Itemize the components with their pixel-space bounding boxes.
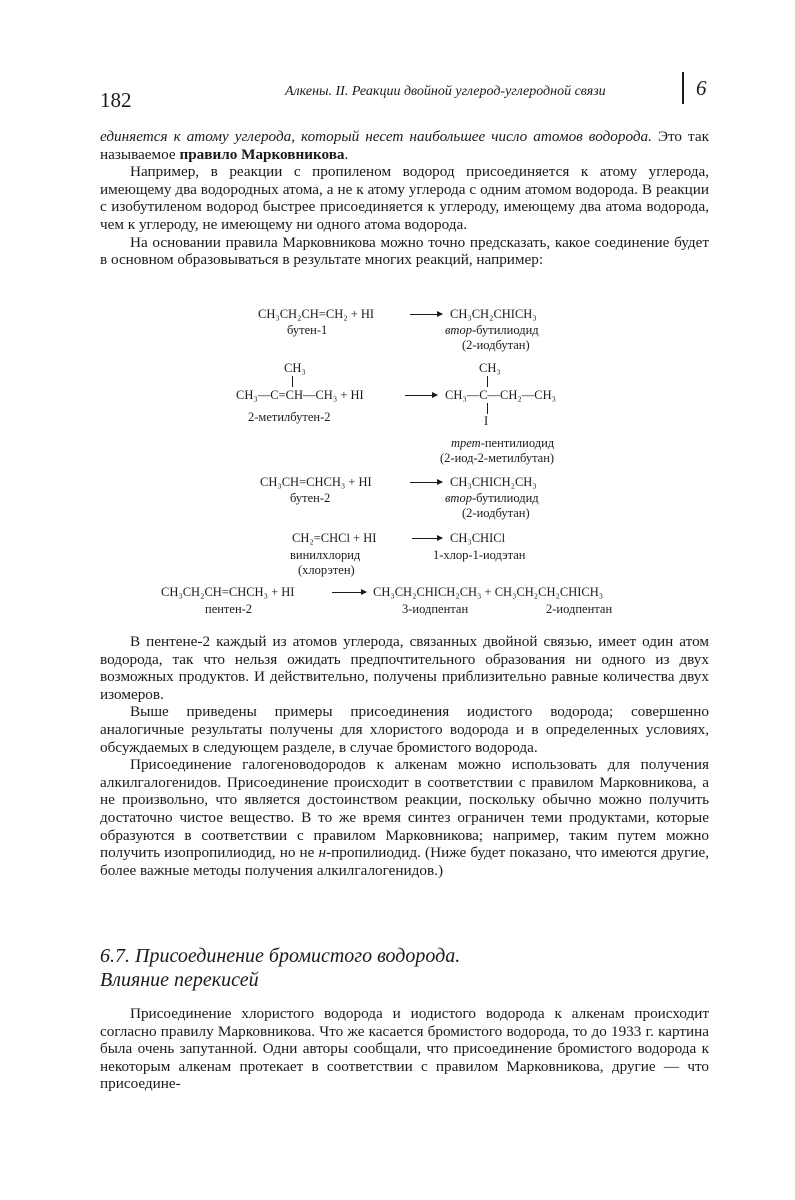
paragraph-7: Присоединение хлористого водорода и иодистого водорода к алкенам происходит согласно правилу Марковникова. Что же касается бромистого водорода, то до 1933 г. картина была очень запутанной. Одни авторы сообщали, что присоединение бромистого водорода к некоторым алкенам протекает в соответствии с правилом Марковникова, другие — что присоедине- bbox=[100, 1005, 709, 1093]
r3-arrow bbox=[410, 482, 442, 483]
r4-reactant-alt: (хлорэтен) bbox=[298, 563, 355, 577]
r5-reactant-name: пентен-2 bbox=[205, 602, 253, 616]
r2-reactants: CH₃—C=CH—CH₃ + HI bbox=[236, 388, 364, 402]
r4-product-name: 1-хлор-1-иодэтан bbox=[433, 548, 526, 562]
r1-reactant-name: бутен-1 bbox=[287, 323, 328, 337]
r1-product-alt: (2-иодбутан) bbox=[462, 338, 530, 352]
paragraph-6 bbox=[100, 756, 709, 879]
r2-arrow bbox=[405, 395, 437, 396]
rule-italic: единяется к атому углерода, который несет наибольшее число атомов водорода. bbox=[100, 128, 652, 145]
r3-product-name bbox=[445, 491, 539, 505]
r3-product-alt: (2-иодбутан) bbox=[462, 506, 530, 520]
r2-top-ch3: CH₃ bbox=[284, 361, 306, 375]
r3-reactants: CH₃CH=CHCH₃ + HI bbox=[260, 475, 372, 489]
r2-prod-bond-up bbox=[487, 376, 488, 387]
running-title: Алкены. II. Реакции двойной углерод-углеродной связи bbox=[285, 84, 606, 99]
paragraph-1 bbox=[100, 128, 709, 163]
r2-prod-top-ch3: CH₃ bbox=[479, 361, 501, 375]
r2-prod-iodine: I bbox=[484, 414, 489, 428]
r5-reactants: CH₃CH₂CH=CHCH₃ + HI bbox=[161, 585, 295, 599]
r5-arrow bbox=[332, 592, 366, 593]
r4-reactants: CH₂=CHCl + HI bbox=[292, 531, 377, 545]
paragraph-3: На основании правила Марковникова можно точно предсказать, какое соединение будет в основном образовываться в результате многих реакций, например: bbox=[100, 233, 709, 269]
paragraph-4: В пентене-2 каждый из атомов углерода, связанных двойной связью, имеет один атом водорода, так что нельзя ожидать предпочтительного образования ни одного из двух возможных продуктов. И действительно, получены приблизительно равные количества двух изомеров. bbox=[100, 633, 709, 703]
r3-product: CH₃CHICH₂CH₃ bbox=[450, 475, 537, 489]
r4-product: CH₃CHICl bbox=[450, 531, 506, 545]
text-block-middle bbox=[100, 633, 709, 879]
r5-products: CH₃CH₂CHICH₂CH₃ + CH₃CH₂CH₂CHICH₃ bbox=[373, 585, 604, 599]
r5-product2-name: 2-иодпентан bbox=[546, 602, 613, 616]
r1-prefix: втор bbox=[445, 323, 472, 337]
section-heading-line1: 6.7. Присоединение бромистого водорода. bbox=[100, 945, 461, 967]
chapter-number: 6 bbox=[696, 76, 707, 100]
r2-name: -пентилиодид bbox=[480, 436, 555, 450]
header-divider bbox=[682, 72, 684, 104]
para6-italic: н bbox=[318, 844, 327, 862]
r2-reactant-name: 2-метилбутен-2 bbox=[248, 410, 331, 424]
r5-product1-name: 3-иодпентан bbox=[402, 602, 469, 616]
r2-product: CH₃—C—CH₂—CH₃ bbox=[445, 388, 557, 402]
r2-bond-up bbox=[292, 376, 293, 387]
text-block-top bbox=[100, 128, 709, 269]
r2-product-name bbox=[451, 436, 554, 450]
section-heading-line2: Влияние перекисей bbox=[100, 969, 259, 991]
text-block-bottom bbox=[100, 1005, 709, 1093]
r4-reactant-name: винилхлорид bbox=[290, 548, 361, 562]
r1-product-name bbox=[445, 323, 539, 337]
paragraph-2: Например, в реакции с пропиленом водород присоединяется к атому углерода, имеющему два водородных атома, а не к атому углерода с одним атомом водорода. В реакции с изобутиленом водород быстрее присоединяется к углероду, имеющему два атома водорода, чем к углероду, не имеющему ни одного атома водорода. bbox=[100, 163, 709, 233]
r1-arrow bbox=[410, 314, 442, 315]
r1-product: CH₃CH₂CHICH₃ bbox=[450, 307, 537, 321]
page-number: 182 bbox=[100, 88, 132, 112]
para6-a: Присоединение галогеноводородов к алкенам можно использовать для получения алкилгалогенидов. Присоединение происходит в соответствии с правилом Марковникова, а не произвольно, что является достоинством реакции, поскольку обычно можно получить достаточно чистое вещество. В то же время синтез ограничен теми продуктами, которые образуются в соответствии с правилом Марковникова; например, таким путем можно получить изопропилиодид, но не bbox=[100, 756, 709, 862]
r1-reactants: CH₃CH₂CH=CH₂ + HI bbox=[258, 307, 375, 321]
para6-b: -пропилиодид. (Ниже будет показано, что имеются другие, более важные методы получения алкилгалогенидов.) bbox=[100, 844, 709, 879]
r1-name: -бутилиодид bbox=[471, 323, 539, 337]
paragraph-5: Выше приведены примеры присоединения иодистого водорода; совершенно аналогичные результаты получены для хлористого водорода и в определенных условиях, обсуждаемых в следующем разделе, в случае бромистого водорода. bbox=[100, 703, 709, 756]
section-heading bbox=[100, 944, 460, 992]
r2-product-alt: (2-иод-2-метилбутан) bbox=[440, 451, 555, 465]
r2-prefix: трет bbox=[451, 436, 481, 450]
rule-name-bold: правило Марковникова bbox=[179, 145, 345, 163]
para1-normal: Это так называемое bbox=[100, 128, 710, 163]
para1-end: . bbox=[344, 145, 349, 163]
r3-name: -бутилиодид bbox=[471, 491, 539, 505]
r2-prod-bond-down bbox=[487, 403, 488, 414]
r4-arrow bbox=[412, 538, 442, 539]
r3-prefix: втор bbox=[445, 491, 472, 505]
r3-reactant-name: бутен-2 bbox=[290, 491, 331, 505]
